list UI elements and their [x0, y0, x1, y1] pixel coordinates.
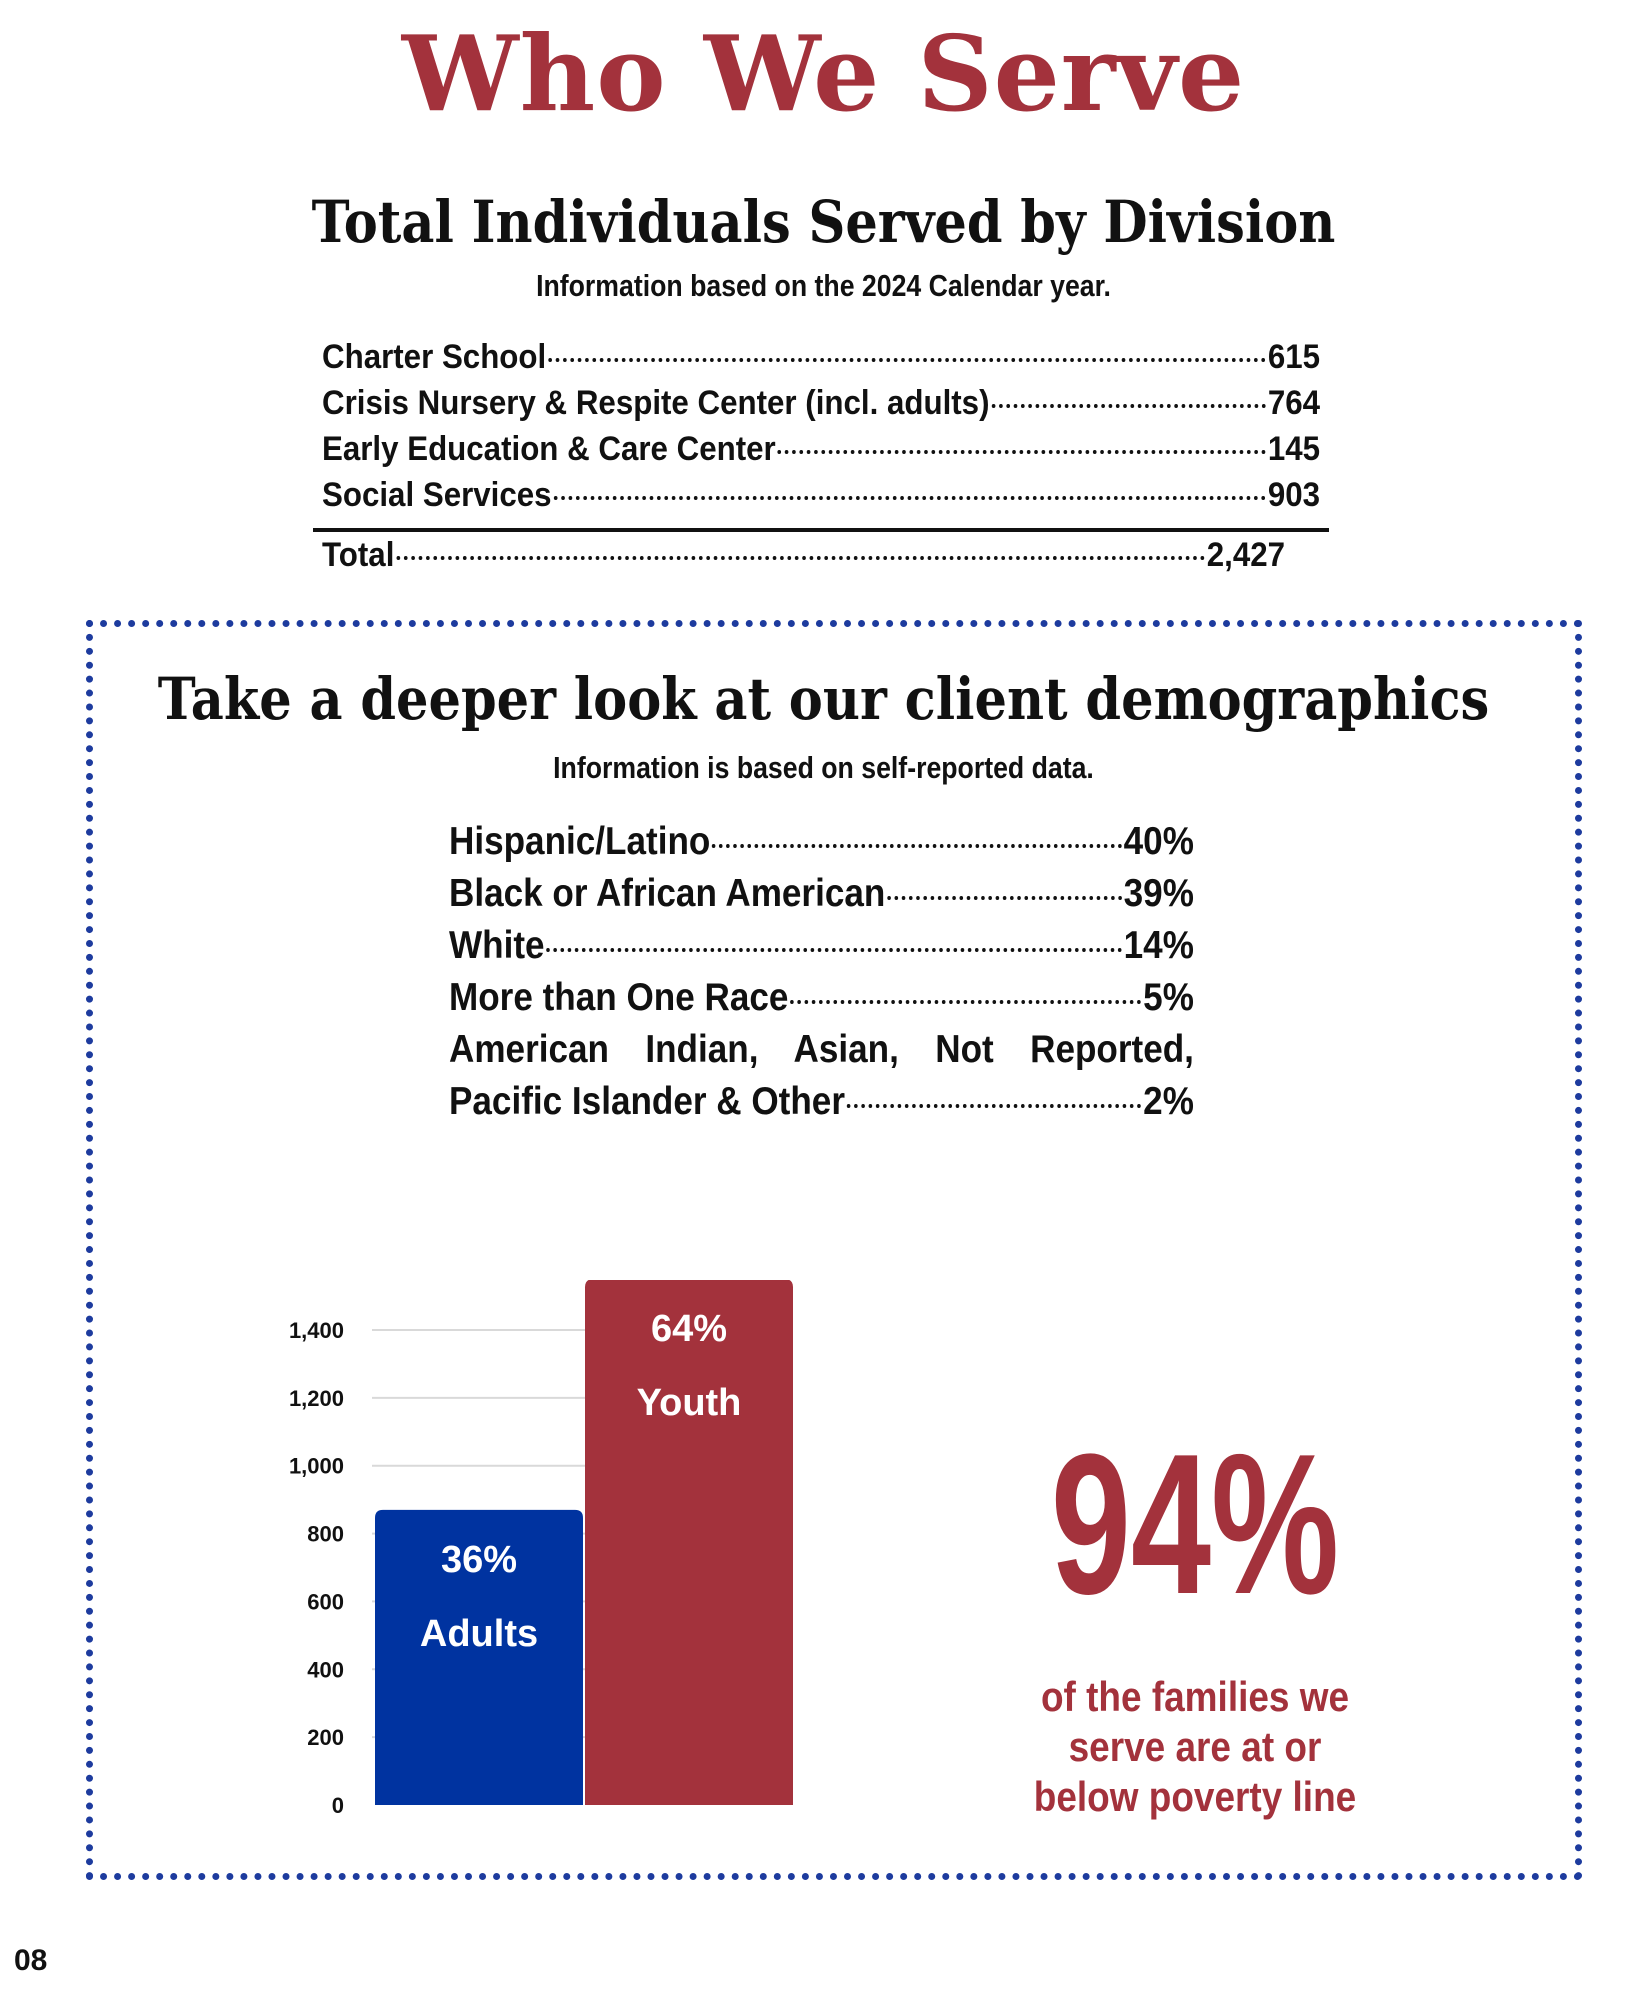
- division-row-value: 903: [1267, 476, 1321, 514]
- demographic-row: [449, 872, 1194, 924]
- dot-leader: [847, 1104, 1142, 1108]
- page-title: Who We Serve: [401, 12, 1246, 135]
- division-row: [322, 476, 1320, 522]
- demographic-row: [449, 820, 1194, 872]
- y-tick-label: 1,200: [288, 1385, 344, 1411]
- dot-leader: [546, 948, 1122, 952]
- demographic-label: More than One Race: [449, 976, 789, 1019]
- division-subtitle: Information based on the 2024 Calendar year.: [536, 268, 1111, 303]
- division-row-value: 764: [1267, 384, 1321, 422]
- division-row: [322, 384, 1320, 430]
- bar-percent-label: 64%: [650, 1308, 728, 1351]
- total-label: Total: [322, 536, 395, 574]
- dot-leader: [553, 496, 1266, 500]
- demographics-subtitle: Information is based on self-reported data.: [553, 750, 1094, 785]
- poverty-percent: 94%: [1050, 1413, 1340, 1636]
- bar-category-label: Adults: [419, 1612, 539, 1655]
- poverty-caption-line: below poverty line: [1033, 1773, 1357, 1820]
- demographic-label: White: [449, 924, 545, 967]
- demographic-value: 39%: [1123, 872, 1194, 915]
- demographic-multiline-label: American Indian, Asian, Not Reported,: [449, 1028, 1194, 1071]
- adults-youth-bar-chart: [270, 1280, 830, 1830]
- poverty-caption-line: serve are at or: [1068, 1723, 1322, 1770]
- division-list: [322, 338, 1320, 522]
- demographic-label: Hispanic/Latino: [449, 820, 711, 863]
- dot-leader: [396, 556, 1205, 560]
- demographic-row: [449, 976, 1194, 1028]
- y-tick-label: 1,400: [288, 1318, 344, 1343]
- y-tick-label: 800: [307, 1521, 344, 1547]
- demographic-label: Black or African American: [449, 872, 886, 915]
- dot-leader: [778, 450, 1266, 454]
- demographic-value: 2%: [1143, 1080, 1194, 1123]
- dot-leader: [991, 404, 1266, 408]
- poverty-caption-line: of the families we: [1040, 1673, 1350, 1720]
- poverty-caption: [1001, 1672, 1388, 1822]
- division-row-value: 145: [1267, 430, 1321, 468]
- y-tick-label: 1,000: [288, 1453, 344, 1479]
- total-divider: [313, 528, 1329, 532]
- y-tick-label: 400: [307, 1657, 344, 1683]
- division-row: [322, 338, 1320, 384]
- dot-leader: [712, 844, 1122, 848]
- total-row: [322, 536, 1285, 575]
- y-tick-label: 0: [331, 1793, 344, 1818]
- bar-category-label: Youth: [636, 1382, 742, 1425]
- bar-youth: [585, 1280, 793, 1805]
- division-section-title: Total Individuals Served by Division: [311, 188, 1336, 256]
- dot-leader: [790, 1000, 1141, 1004]
- demographic-row: [449, 1080, 1194, 1132]
- division-row-label: Crisis Nursery & Respite Center (incl. adults): [322, 384, 990, 422]
- y-tick-label: 600: [307, 1589, 344, 1615]
- division-row-value: 615: [1267, 338, 1321, 376]
- demographic-value: 14%: [1123, 924, 1194, 967]
- demographic-label: Pacific Islander & Other: [449, 1080, 845, 1123]
- total-value: 2,427: [1206, 536, 1286, 574]
- demographic-value: 5%: [1143, 976, 1194, 1019]
- demographics-list: [449, 820, 1194, 1132]
- dot-leader: [548, 358, 1266, 362]
- division-row-label: Social Services: [322, 476, 552, 514]
- demographic-value: 40%: [1123, 820, 1194, 863]
- division-row: [322, 430, 1320, 476]
- dot-leader: [887, 896, 1122, 900]
- division-total: [322, 536, 1285, 575]
- chart-svg: [270, 1280, 830, 1830]
- bar-percent-label: 36%: [440, 1538, 518, 1581]
- y-tick-label: 200: [307, 1725, 344, 1751]
- division-row-label: Charter School: [322, 338, 547, 376]
- division-row-label: Early Education & Care Center: [322, 430, 776, 468]
- page-number: 08: [14, 1944, 48, 1977]
- demographics-section-title: Take a deeper look at our client demographics: [157, 665, 1490, 733]
- demographic-row: [449, 924, 1194, 976]
